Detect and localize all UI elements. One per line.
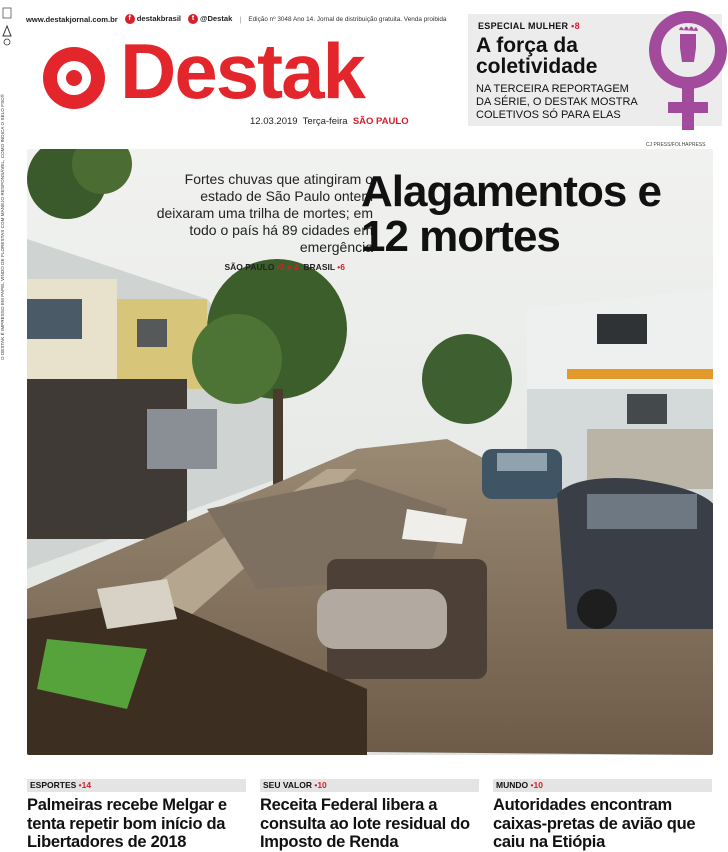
logo-target-icon bbox=[38, 40, 118, 112]
fsc-seal-icon bbox=[0, 6, 14, 48]
legal-text: O DESTAK É IMPRESSO EM PAPEL VINDO DE FLORESTAS COM MANEJO RESPONSÁVEL, COMO INDICA O SELO FSC® bbox=[0, 94, 5, 360]
photo-credit: CJ PRESS/FOLHAPRESS bbox=[646, 142, 706, 148]
edition-info: Edição nº 3048 Ano 14. Jornal de distribuição gratuita. Venda proibida bbox=[248, 15, 447, 23]
special-kicker: ESPECIAL MULHER •8 bbox=[478, 21, 580, 31]
lead-headline[interactable]: Alagamentos e 12 mortes bbox=[361, 167, 661, 261]
facebook-icon: f bbox=[125, 14, 135, 24]
twitter-link[interactable]: t @Destak bbox=[188, 14, 232, 24]
lead-photo[interactable] bbox=[27, 149, 713, 755]
news-item-sports[interactable] bbox=[27, 779, 246, 852]
news-kicker: MUNDO •10 bbox=[493, 779, 712, 792]
dateline bbox=[250, 116, 450, 127]
issue-date: 12.03.2019 bbox=[250, 116, 298, 127]
logo-wordmark: Destak bbox=[120, 27, 364, 115]
news-item-finance[interactable] bbox=[260, 779, 479, 852]
news-kicker: SEU VALOR •10 bbox=[260, 779, 479, 792]
news-kicker: ESPORTES •14 bbox=[27, 779, 246, 792]
news-title: Autoridades encontram caixas-pretas de avião que caiu na Etiópia bbox=[493, 796, 696, 851]
top-info-bar bbox=[26, 12, 466, 26]
lead-page-refs: SÃO PAULO •3 e 4 BRASIL •6 bbox=[224, 262, 345, 272]
site-link[interactable]: www.destakjornal.com.br bbox=[26, 14, 118, 24]
issue-weekday: Terça-feira bbox=[302, 116, 348, 127]
masthead[interactable] bbox=[38, 27, 428, 115]
lead-summary: Fortes chuvas que atingiram o estado de São Paulo ontem deixaram uma trilha de mortes; em todo o país há 89 cidades em emergência bbox=[156, 171, 373, 255]
special-title: A força da coletividade bbox=[476, 34, 598, 78]
feminist-fist-icon bbox=[646, 0, 728, 140]
twitter-icon: t bbox=[188, 14, 198, 24]
special-text: NA TERCEIRA REPORTAGEM DA SÉRIE, O DESTAK MOSTRA COLETIVOS SÓ PARA ELAS bbox=[476, 83, 638, 121]
separator: | bbox=[239, 14, 242, 24]
facebook-link[interactable]: f destakbrasil bbox=[125, 14, 181, 24]
side-legal-strip bbox=[0, 0, 18, 851]
news-title: Palmeiras recebe Melgar e tenta repetir bom início da Libertadores de 2018 bbox=[27, 796, 227, 851]
news-title: Receita Federal libera a consulta ao lote residual do Imposto de Renda bbox=[260, 796, 470, 851]
news-item-world[interactable] bbox=[493, 779, 712, 852]
issue-city: SÃO PAULO bbox=[352, 116, 409, 127]
special-feature-box[interactable] bbox=[468, 14, 722, 126]
